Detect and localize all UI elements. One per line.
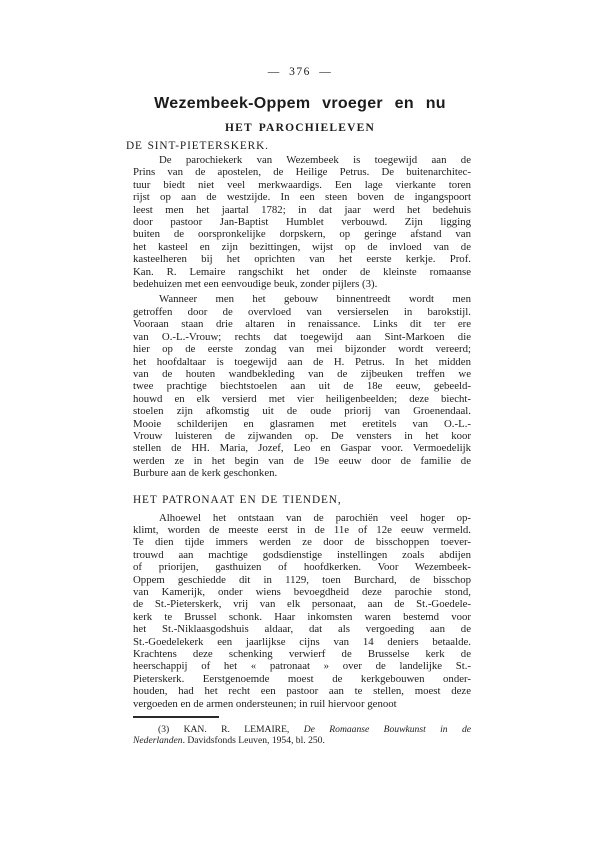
- text-line: tuur biedt niet veel merkwaardigs. Een lage vierkante toren: [133, 178, 471, 191]
- text-line: Prins van de apostelen, de Heilige Petrus. De buitenarchitec-: [133, 166, 471, 179]
- article-body: [126, 140, 471, 710]
- section-heading: HET PATRONAAT EN DE TIENDEN,: [133, 493, 342, 506]
- page-number: — 376 —: [267, 66, 333, 78]
- text-line: leest men het jaartal 1782; in dat jaar werd het bedehuis: [133, 203, 471, 216]
- text-line: Te dien tijde immers werden ze door de bisschoppen toever-: [133, 536, 471, 549]
- text-line: De parochiekerk van Wezembeek is toegewijd aan de: [159, 154, 471, 166]
- text-line: Vooraan staan drie altaren in renaissance. Links dit ter ere: [133, 318, 471, 331]
- paragraph: [133, 154, 471, 290]
- text-line: Oppem geschiedde dit in 1129, toen Burchard, de bisschop: [133, 573, 471, 586]
- footnote-title-italic: De Romaanse Bouwkunst in de: [303, 724, 472, 736]
- text-line: St.-Goedelekerk een jaarlijkse cijns van 14 deniers betaalde.: [133, 635, 471, 648]
- text-line: stoelen zijn afkomstig uit de oude priorij van Groenendaal.: [133, 405, 471, 418]
- text-line: of priorijen, gasthuizen of hoofdkerken. Voor Wezembeek-: [133, 561, 471, 574]
- article-section: [126, 140, 471, 480]
- footnote-title-italic: Nederlanden: [133, 735, 183, 747]
- text-line: Kan. R. Lemaire rangschikt het onder de kleinste romaanse: [133, 265, 471, 278]
- text-line: de St.-Pieterskerk, vrij van elk personaat, aan de St.-Goedele-: [133, 598, 471, 611]
- text-line: van Kamerijk, onder wiens bevoegdheid deze parochie stond,: [133, 586, 471, 598]
- text-line: het hoofdaltaar is toegewijd aan de H. Petrus. In het midden: [133, 355, 471, 368]
- text-line: Alhoewel het ontstaan van de parochiën veel hoger op-: [159, 511, 471, 524]
- text-line: stellen de HH. Maria, Jozef, Leo en Gaspar voor. Vermoedelijk: [133, 442, 471, 455]
- text-line: houwd en elk versierd met vier heiligenbeelden; deze biecht-: [133, 392, 471, 405]
- footnote-text: (3) KAN. R. LEMAIRE,: [158, 724, 304, 736]
- text-line: twee prachtige biechtstoelen aan uit de 18e eeuw, gebeeld-: [133, 380, 471, 393]
- text-line: vergoeden en de armen ondersteunen; in ruil hiervoor genoot: [133, 697, 397, 710]
- text-line: door pastoor Jan-Baptist Humblet verbouwd. Zijn ligging: [133, 216, 471, 229]
- text-line: het St.-Niklaasgodshuis aldaar, dat als vergoeding aan de: [133, 623, 471, 636]
- text-line: van de houten wandbekleding van de zijbeuken treffen we: [133, 367, 471, 380]
- paragraph: [133, 512, 471, 711]
- text-line: trouwd aan machtige godsdienstige instellingen zoals abdijen: [133, 548, 471, 561]
- footnote-line: [133, 724, 471, 735]
- text-line: rijst op aan de westzijde. In een steen boven de ingangspoort: [133, 191, 471, 204]
- text-line: bedehuizen met een eenvoudige beuk, zonder pijlers (3).: [133, 278, 378, 291]
- text-line: klimt, worden de meeste eerst in de 11e of 12e eeuw vermeld.: [133, 523, 471, 536]
- text-line: buiten de oorspronkelijke dorpskern, op geringe afstand van: [133, 228, 471, 241]
- text-line: Krachtens deze schenking verwierf de Brusselse kerk de: [133, 648, 471, 661]
- text-line: werden ze in het begin van de 19e eeuw door de familie de: [133, 454, 471, 467]
- paragraph: [133, 293, 471, 479]
- text-column: [126, 140, 472, 747]
- text-line: Pieterskerk. Eerstgenoemde moest de kerkgebouwen onder-: [133, 672, 471, 685]
- footnote: [133, 724, 471, 746]
- text-line: hier op de eerste zondag van mei bijzonder wordt vereerd;: [133, 343, 471, 356]
- article-title: Wezembeek-Oppem vroeger en nu: [154, 95, 446, 112]
- text-line: houden, had het recht een pastoor aan te stellen, moest deze: [133, 685, 471, 698]
- article-subtitle: HET PAROCHIELEVEN: [224, 122, 376, 134]
- text-line: kasteelheren bij het oprichten van het eerste kerkje. Prof.: [133, 253, 471, 266]
- text-line: Wanneer men het gebouw binnentreedt wordt men: [159, 293, 471, 306]
- article-section: [133, 494, 471, 711]
- footnote-line: [133, 735, 471, 746]
- text-line: heerschappij of het « patronaat » over de landelijke St.-: [133, 660, 471, 673]
- text-line: Mooie schilderijen en glasramen met eretitels van O.-L.-: [133, 417, 471, 430]
- text-line: het kasteel en zijn bezittingen, wijst op de invloed van de: [133, 240, 471, 253]
- text-line: Burbure aan de kerk geschonken.: [133, 467, 278, 480]
- text-line: getroffen door de overvloed van versierselen in barokstijl.: [133, 305, 471, 318]
- text-line: kerk te Brussel schonk. Haar inkomsten waren bestemd voor: [133, 610, 471, 623]
- section-heading: DE SINT-PIETERSKERK.: [126, 140, 269, 152]
- footnote-text: . Davidsfonds Leuven, 1954, bl. 250.: [182, 735, 325, 747]
- footnote-separator: [133, 716, 219, 718]
- text-line: van O.-L.-Vrouw; rechts dat toegewijd aan Sint-Markoen die: [133, 330, 471, 343]
- text-line: Vrouw luisteren de zijwanden op. De vensters in het koor: [133, 429, 471, 442]
